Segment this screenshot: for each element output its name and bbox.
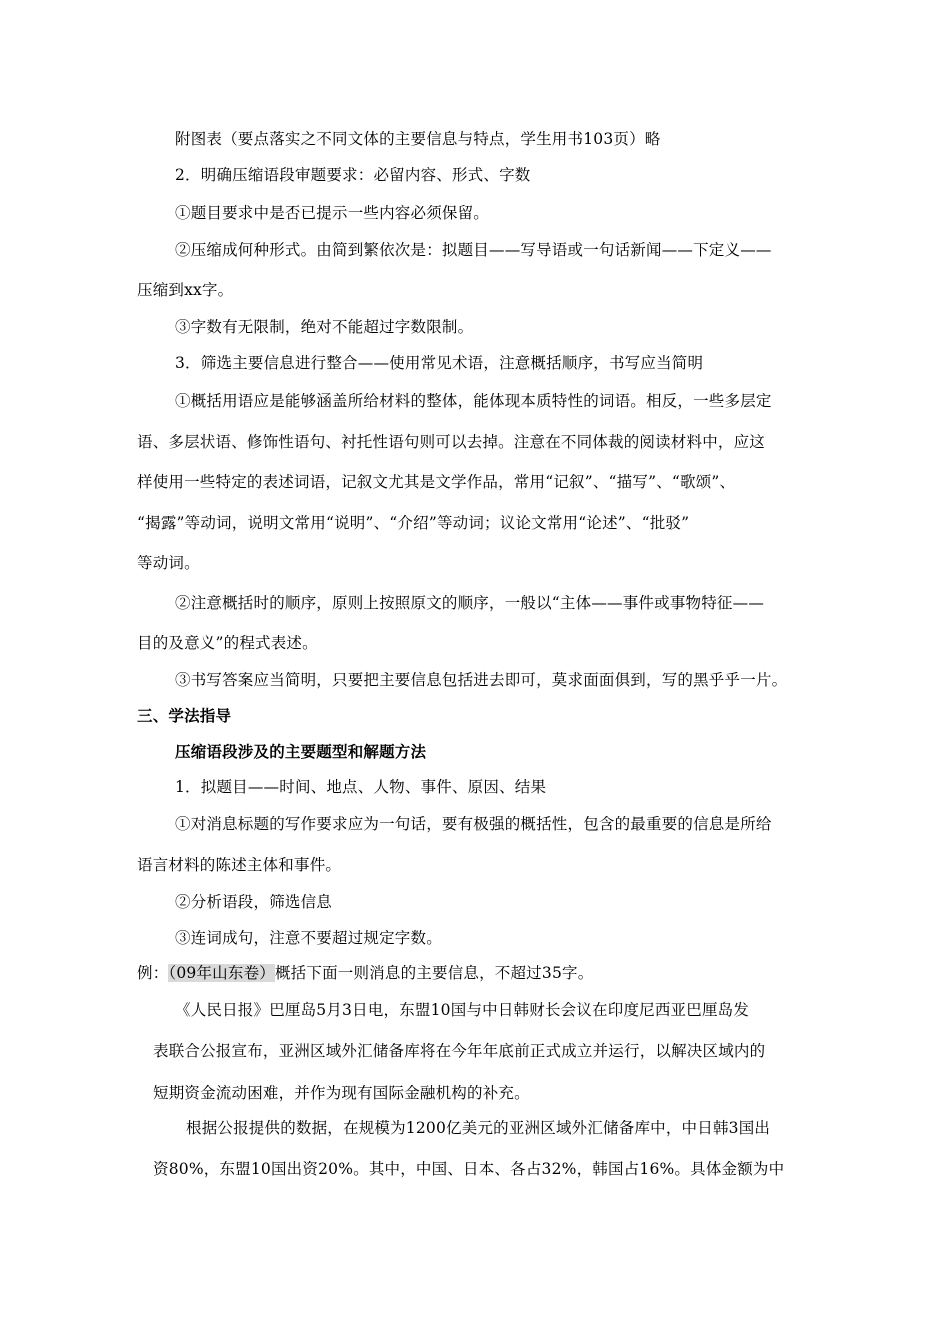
text-line: 压缩到xx字。: [137, 281, 234, 299]
text-line: ①对消息标题的写作要求应为一句话，要有极强的概括性，包含的最重要的信息是所给: [175, 815, 772, 833]
text-line: “揭露”等动词，说明文常用“说明”、“介绍”等动词；议论文常用“论述”、“批驳”: [137, 514, 690, 532]
text-line: ①概括用语应是能够涵盖所给材料的整体，能体现本质特性的词语。相反，一些多层定: [175, 392, 772, 410]
text-line: 等动词。: [137, 554, 200, 572]
example-task: 概括下面一则消息的主要信息，不超过35字。: [274, 964, 594, 982]
text-line: 语、多层状语、修饰性语句、衬托性语句则可以去掉。注意在不同体裁的阅读材料中，应这: [137, 433, 766, 451]
text-line: 目的及意义”的程式表述。: [137, 634, 318, 652]
example-prefix: 例：: [137, 964, 169, 982]
text-line: 2．明确压缩语段审题要求：必留内容、形式、字数: [175, 166, 531, 184]
news-line: 根据公报提供的数据，在规模为1200亿美元的亚洲区域外汇储备库中，中日韩3国出: [186, 1119, 771, 1137]
text-line: ③字数有无限制，绝对不能超过字数限制。: [175, 318, 474, 336]
example-line: [137, 961, 593, 983]
text-line: 3．筛选主要信息进行整合——使用常见术语，注意概括顺序，书写应当简明: [175, 354, 704, 372]
section-heading: 三、学法指导: [137, 707, 232, 725]
news-line: 资80%，东盟10国出资20%。其中，中国、日本、各占32%，韩国占16%。具体金额为中: [153, 1160, 785, 1178]
text-line: ①题目要求中是否已提示一些内容必须保留。: [175, 204, 490, 222]
text-line: 语言材料的陈述主体和事件。: [137, 856, 342, 874]
text-line: 样使用一些特定的表述词语，记叙文尤其是文学作品，常用“记叙”、“描写”、“歌颂”、: [137, 473, 736, 491]
text-line: ③连词成句，注意不要超过规定字数。: [175, 929, 442, 947]
text-line: ③书写答案应当简明，只要把主要信息包括进去即可，莫求面面俱到，写的黑乎乎一片。: [175, 671, 788, 689]
text-line: ②注意概括时的顺序，原则上按照原文的顺序，一般以“主体——事件或事物特征——: [175, 594, 765, 612]
subsection-heading: 压缩语段涉及的主要题型和解题方法: [175, 743, 427, 761]
example-source: （09年山东卷）: [168, 964, 275, 982]
text-line: 1．拟题目——时间、地点、人物、事件、原因、结果: [175, 778, 547, 796]
news-line: 短期资金流动困难，并作为现有国际金融机构的补充。: [153, 1084, 530, 1102]
text-line: 附图表（要点落实之不同文体的主要信息与特点，学生用书103页）略: [175, 130, 661, 148]
text-line: ②分析语段，筛选信息: [175, 893, 333, 911]
news-line: 表联合公报宣布，亚洲区域外汇储备库将在今年年底前正式成立并运行，以解决区域内的: [153, 1042, 766, 1060]
news-line: 《人民日报》巴厘岛5月3日电，东盟10国与中日韩财长会议在印度尼西亚巴厘岛发: [175, 1001, 750, 1019]
text-line: ②压缩成何种形式。由简到繁依次是：拟题目——写导语或一句话新闻——下定义——: [175, 241, 772, 259]
